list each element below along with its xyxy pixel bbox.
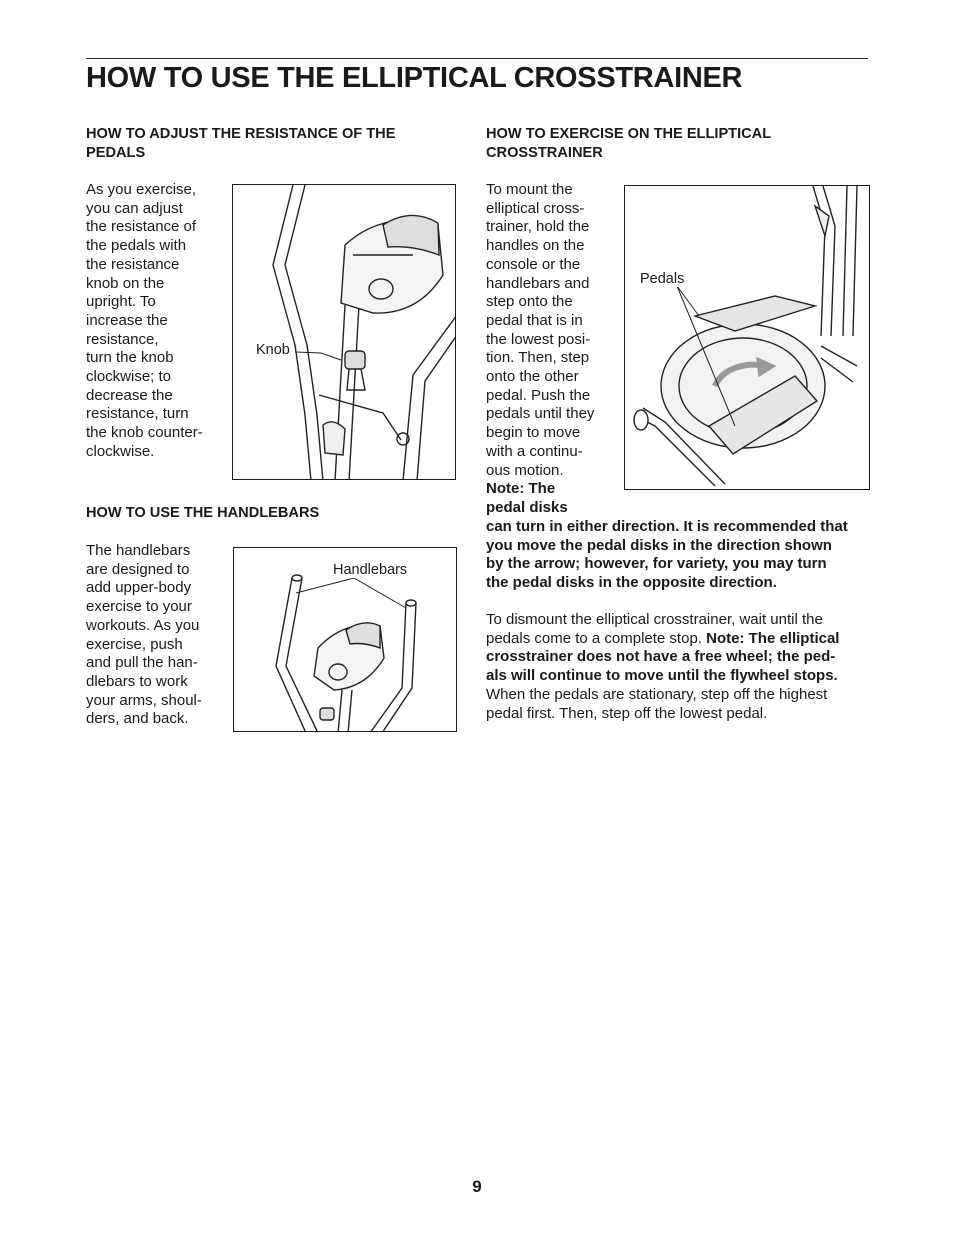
knob-label: Knob <box>256 342 290 358</box>
page-title: HOW TO USE THE ELLIPTICAL CROSSTRAINER <box>86 62 743 94</box>
page-number: 9 <box>472 1177 482 1196</box>
handlebars-text: The handlebars are designed to add upper-body exercise to your workouts. As you exercise, push and pull the han- dlebars to work your arms, shoul- ders, and back. <box>86 542 202 728</box>
pedals-figure <box>624 185 870 490</box>
exercise-heading: HOW TO EXERCISE ON THE ELLIPTICAL CROSSTRAINER <box>486 126 772 161</box>
resistance-heading: HOW TO ADJUST THE RESISTANCE OF THE PEDALS <box>86 126 396 161</box>
handlebars-label: Handlebars <box>333 562 408 578</box>
title-rule <box>86 58 868 59</box>
handlebars-heading: HOW TO USE THE HANDLEBARS <box>86 505 320 521</box>
direction-note: can turn in either direction. It is recommended that you move the pedal disks in the direction shown by the arrow; however, for variety, you may turn the pedal disks in the opposite direction. <box>486 518 848 592</box>
pedals-label: Pedals <box>640 271 685 287</box>
knob-figure <box>232 184 456 480</box>
dismount-text: To dismount the elliptical crosstrainer, wait until the pedals come to a complete stop. Note: The elliptical crosstrainer does not have a free wheel; the ped- als will continue to move until the flywheel stops. When the pedals are stationary, step off the highest pedal first. Then, step off the lowest pedal. <box>486 611 840 722</box>
resistance-text: As you exercise, you can adjust the resistance of the pedals with the resistance knob on the upright. To increase the resistance, turn the knob clockwise; to decrease the resistance, turn the knob counter- clockwise. <box>86 181 203 460</box>
pedals-illustration <box>625 186 870 490</box>
mount-text: To mount the elliptical cross- trainer, hold the handles on the console or the handlebars and step onto the pedal that is in the lowest posi- tion. Then, step onto the other pedal. Push the pedals until they begin to move with a continu- ous motion. Note: The pedal disks <box>486 181 595 516</box>
handlebars-figure <box>233 547 457 732</box>
knob-leader-line <box>233 185 456 480</box>
